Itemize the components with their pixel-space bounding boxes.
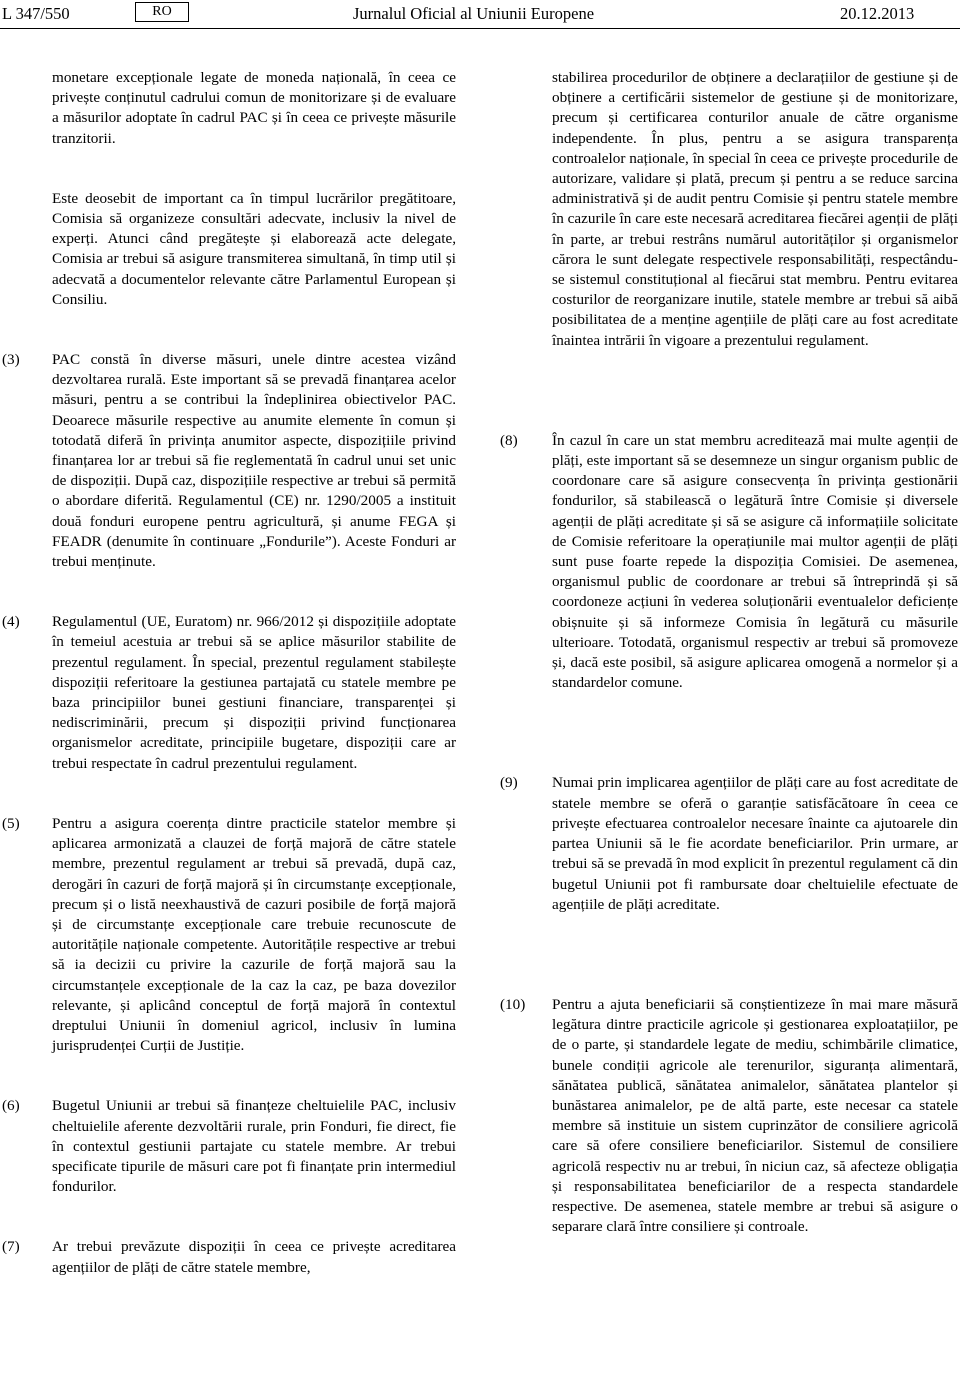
journal-title: Jurnalul Oficial al Uniunii Europene [353,4,595,23]
recital-9 [500,773,958,914]
recital-5 [0,814,456,1056]
recital-text: stabilirea procedurilor de obținere a declarațiilor de gestiune și de obținere a certificării sistemelor de gestiune și de monitorizare, precum și certificarea conturilor anuale de către organisme independente. În plus, pentru a se asigura transparența controalelor naționale, în special în ceea ce privește procedurile de autorizare, validare și plată, precum și pentru a se reduce sarcina administrativă și de audit pentru Comisie și pentru statele membre în cazurile în care este necesară acreditarea fiecărei agenții de plăți în parte, ar trebui restrâns numărul autorităților și organismelor cărora le sunt delegate respectivele responsabilități, respectându-se sistemul constituțional al fiecărui stat membru. Pentru evitarea costurilor de reorganizare inutile, statele membre ar trebui să aibă posibilitatea de a menține agențiile de plăți care au fost acreditate înaintea intrării în vigoare a prezentului regulament. [552,69,958,349]
recital-10 [500,995,958,1237]
page-header [0,0,960,30]
recital-number: (4) [2,613,20,631]
recital-text: Regulamentul (UE, Euratom) nr. 966/2012 și dispozițiile adoptate în temeiul acestuia ar trebui să se aplice măsurilor stabilite de prezentul regulament. În special, prezentul regulament stabilește dispoziții referitoare la gestiunea partajată cu statele membre pe baza principiilor bunei gestiuni financiare, transparenței și nediscriminării, precum și dispoziții privind funcționarea organismelor acreditate, principiile bugetare, dispoziții care ar trebui respectate în cadrul prezentului regulament. [52,613,456,772]
recital-7 [0,1237,456,1277]
recital-number: (7) [2,1238,20,1256]
recital-4 [0,612,456,774]
recital-7-continued [500,68,958,351]
right-column [500,68,958,1237]
recital-3 [0,350,456,572]
recital-text: Este deosebit de important ca în timpul lucrărilor pregătitoare, Comisia să organizeze consultări adecvate, inclusiv la nivel de experți. Atunci când pregătește și elaborează acte delegate, Comisia ar trebui să asigure transmiterea simultană, în timp util și adecvată a documentelor relevante către Parlamentul European și Consiliu. [52,189,456,308]
recital-number: (3) [2,351,20,369]
recital-text: Pentru a asigura coerența dintre practicile statelor membre și aplicarea armonizată a clauzei de forță majoră de către statele membre, prezentul regulament ar trebui să prevadă, după caz, derogări în cazuri de forță majoră și în circumstanțe excepționale, precum și o listă neexhaustivă de cazuri posibile de forță majoră și de circumstanțe excepționale care trebuie recunoscute de autoritățile naționale competente. Autoritățile respective ar trebui să ia decizii cu privire la cazurile de forță majoră sau la circumstanțele excepționale de la caz la caz, pe baza dovezilor relevante, și aplicând conceptul de forță majoră în contextul dreptului Uniunii în domeniul agricol, inclusiv în lumina jurisprudenței Curții de Justiție. [52,814,456,1055]
left-column [0,68,456,1278]
header-rule [0,28,960,29]
recital-text: PAC constă în diverse măsuri, unele dintre acestea vizând dezvoltarea rurală. Este important să se prevadă finanțarea acelor măsuri, pentru a se contribui la îndeplinirea obiectivelor PAC. Deoarece măsurile respective au anumite elemente în comun și totodată diferă în privința anumitor aspecte, dispozițiile privind finanțarea lor ar trebui să fie reglementată în cadrul unui set unic de dispoziții. După caz, dispozițiile respective ar trebui să permită o abordare diferită. Regulamentul (CE) nr. 1290/2005 a instituit două fonduri europene pentru agricultură, și anume FEGA și FEADR (denumite în continuare „Fondurile”). Aceste Fonduri ar trebui menținute. [52,351,456,571]
recital-text: În cazul în care un stat membru acreditează mai multe agenții de plăți, este important să se desemneze un singur organism public de coordonare care să asigure consecvența în privința gestionării fondurilor, să stabilească o legătură între Comisie și diversele agenții de plăți acreditate și să se asigure că informațiile solicitate de Comisie referitoare la operațiunile mai multor agenții de plăți sunt puse foarte repede la dispoziția Comisiei. De asemenea, organismul public de coordonare ar trebui să întreprindă și să coordoneze acțiuni în vederea soluționării eventualelor deficiențe obișnuite și să informeze Comisia în legătură cu măsurile ulterioare. Totodată, organismul respectiv ar trebui să promoveze și, dacă este posibil, să asigure aplicarea omogenă a normelor și a standardelor comune. [552,431,958,692]
recital-number: (10) [500,995,526,1013]
recital-text: Numai prin implicarea agențiilor de plăți care au fost acreditate de statele membre se oferă o garanție satisfăcătoare în ceea ce privește efectuarea controalelor necesare înainte ca ajutoarele din partea Uniunii să le fie acordate beneficiarilor. Prin urmare, ar trebui să se prevadă în mod explicit în prezentul regulament că din bugetul Uniunii pot fi rambursate doar cheltuielile efectuate de agențiile de plăți acreditate. [552,774,958,913]
language-badge: RO [135,2,189,22]
recital-text: Bugetul Uniunii ar trebui să finanțeze cheltuielile PAC, inclusiv cheltuielile aferente dezvoltării rurale, prin Fonduri, fie direct, fie în contextul gestiunii partajate cu statele membre. Ar trebui specificate tipurile de măsuri care pot fi finanțate prin intermediul fondurilor. [52,1097,456,1196]
recital-8 [500,431,958,694]
recital-number: (8) [500,431,518,449]
recital-text: Ar trebui prevăzute dispoziții în ceea ce privește acreditarea agențiilor de plăți de către statele membre, [52,1238,456,1276]
recital-text: Pentru a ajuta beneficiarii să conștientizeze în mai mare măsură legătura dintre practicile agricole și gestionarea exploatațiilor, pe de o parte, și standardele legate de mediu, schimbările climatice, bunele condiții agricole ale terenurilor, siguranța alimentară, sănătatea publică, sănătatea animalelor, sănătatea plantelor și bunăstarea animalelor, pe de altă parte, este necesar ca statele membre să instituie un sistem cuprinzător de consiliere agricolă care să ofere consiliere beneficiarilor. Sistemul de consiliere agricolă respectiv nu ar trebui, în niciun caz, să afecteze obligația și responsabilitatea beneficiarilor de a respecta standardele respective. De asemenea, statele membre ar trebui să asigure o separare clară între consiliere și controale. [552,995,958,1236]
publication-date: 20.12.2013 [840,4,915,23]
recital-number: (6) [2,1097,20,1115]
recital-number: (5) [2,814,20,832]
recital-text: monetare excepționale legate de moneda națională, în ceea ce privește conținutul cadrului comun de monitorizare și de evaluare a măsurilor adoptate în cadrul PAC și în ceea ce privește măsurile tranzitorii. [52,69,456,147]
recital-continued-delegated-acts [0,189,456,310]
recital-number: (9) [500,774,518,792]
recital-6 [0,1096,456,1197]
page-number: L 347/550 [2,4,70,23]
recital-continued-top [0,68,456,149]
